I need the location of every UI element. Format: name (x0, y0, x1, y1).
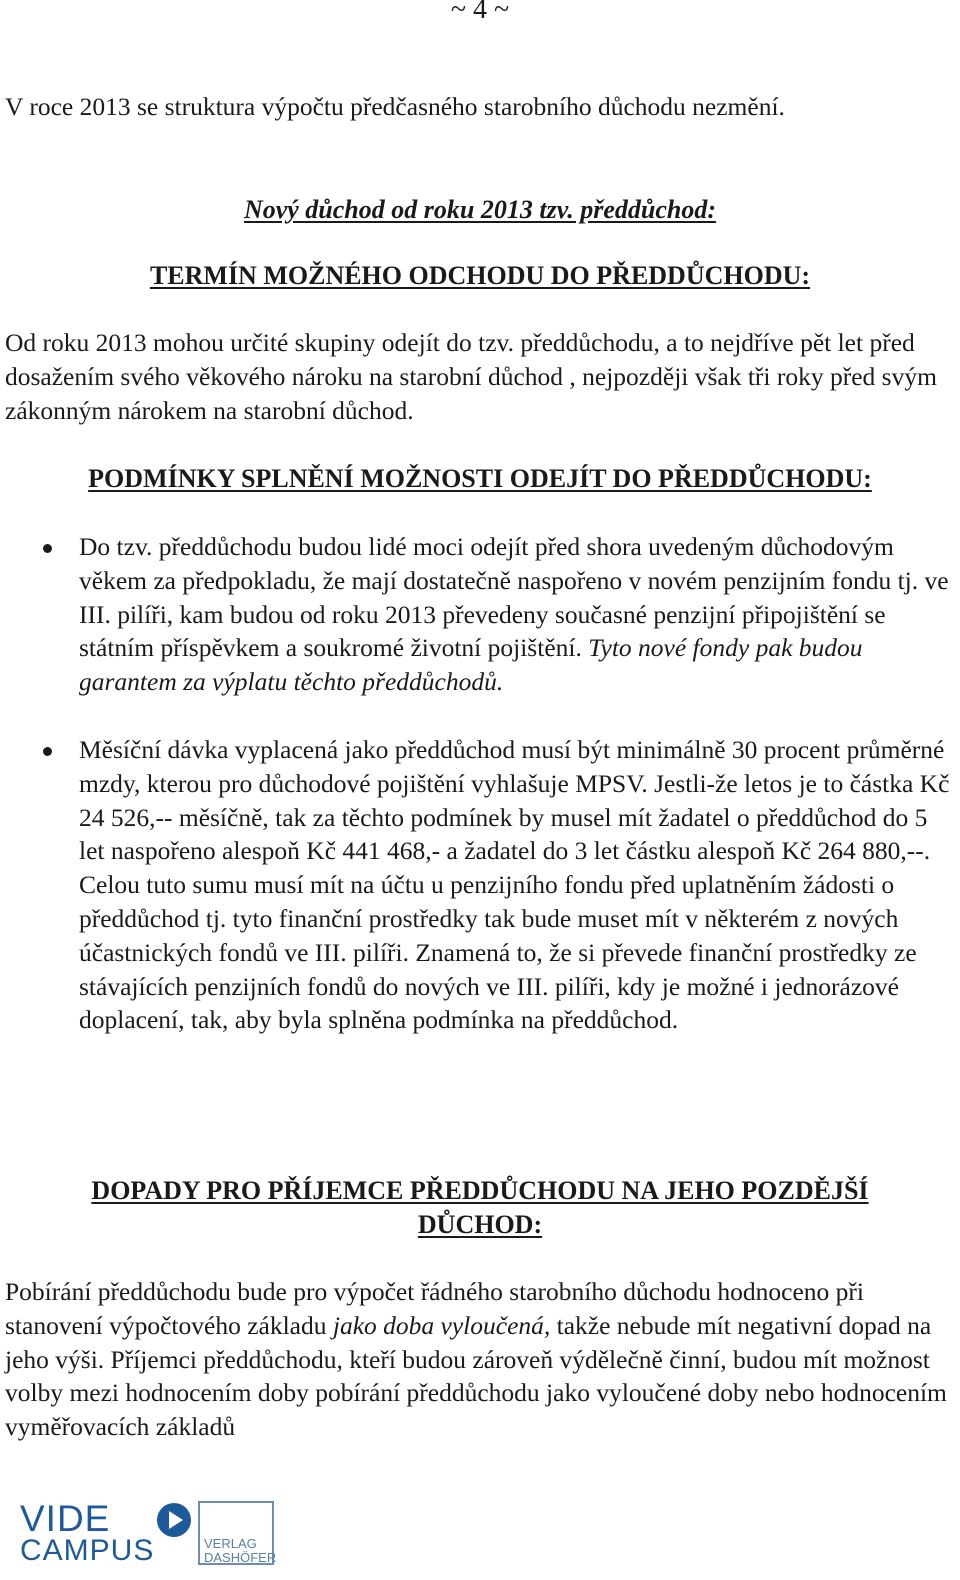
impact-text-before: Pobírání předdůchodu bude pro výpočet řádného starobního důchodu hodnoceno při stanovení výpočtového základu (5, 1277, 865, 1340)
logo-video-text: VIDE (20, 1498, 111, 1539)
bullet1-text: Do tzv. předdůchodu budou lidé moci odejít před shora uvedeným důchodovým věkem za předpokladu, že mají dostatečně naspořeno v novém penzijním fondu tj. ve III. pilíři, kam budou od roku 2013 převedeny současné penzijní připojištění se státním příspěvkem a soukromé životní pojištění. (79, 532, 949, 663)
heading-impact (0, 1174, 960, 1242)
impact-paragraph (5, 1275, 953, 1444)
heading-conditions: PODMÍNKY SPLNĚNÍ MOŽNOSTI ODEJÍT DO PŘEDDŮCHODU: (88, 464, 872, 493)
heading-term: TERMÍN MOŽNÉHO ODCHODU DO PŘEDDŮCHODU: (149, 261, 811, 290)
heading-impact-line1: DOPADY PRO PŘÍJEMCE PŘEDDŮCHODU NA JEHO POZDĚJŠÍ (91, 1176, 869, 1205)
bullet2-text: Měsíční dávka vyplacená jako předdůchod musí být minimálně 30 procent průměrné mzdy, kterou pro důchodové pojištění vyhlašuje MPSV. Jestli-že letos je to částka Kč 24 526,-- měsíčně, tak za těchto podmínek by musel mít žadatel o předdůchod do 5 let naspořeno alespoň Kč 441 468,- a žadatel do 3 let částku alespoň Kč 264 880,--. Celou tuto sumu musí mít na účtu u penzijního fondu před uplatněním žádosti o předdůchod tj. tyto finanční prostředky tak bude muset mít v některém z nových účastnických fondů ve III. pilíři. Znamená to, že si převede finanční prostředky ze stávajících penzijních fondů do nových ve III. pilíři, kdy je možné i jednorázové doplacení, tak, aby byla splněna podmínka na předdůchod. (79, 734, 950, 1035)
heading-impact-line2: DŮCHOD: (417, 1210, 543, 1239)
conditions-list (0, 530, 960, 1037)
term-paragraph: Od roku 2013 mohou určité skupiny odejít do tzv. předdůchodu, a to nejdříve pět let před dosažením svého věkového nároku na starobní důchod , nejpozději však tři roky před svým zákonným nárokem na starobní důchod. (5, 328, 937, 425)
intro-paragraph: V roce 2013 se struktura výpočtu předčasného starobního důchodu nezmění. (5, 92, 785, 121)
bullet-icon (43, 747, 52, 756)
verlag-line2: DASHÖFER (204, 1550, 277, 1565)
verlag-line1: VERLAG (204, 1536, 257, 1551)
list-item (0, 733, 953, 1037)
page-number: ~ 4 ~ (450, 0, 510, 25)
impact-text-after: takže nebude mít negativní dopad na jeho výši. Příjemci předdůchodu, kteří budou zároveň výdělečně činní, budou mít možnost volby mezi hodnocením doby pobírání předdůchodu jako vyloučené doby nebo hodnocením vyměřovacích základů (5, 1310, 947, 1442)
bullet-icon (43, 544, 52, 553)
heading-new-pension: Nový důchod od roku 2013 tzv. předdůchod: (243, 195, 717, 224)
bullet1-italic-text: Tyto nové fondy pak budou garantem za výplatu těchto předdůchodů. (79, 633, 863, 697)
play-icon (156, 1502, 192, 1538)
verlag-dashofer-logo (198, 1501, 277, 1565)
publisher-logo (20, 1500, 280, 1566)
list-item (0, 530, 953, 699)
impact-text-italic: jako doba vyloučená, (332, 1310, 551, 1340)
logo-campus-text: CAMPUS (20, 1534, 155, 1567)
